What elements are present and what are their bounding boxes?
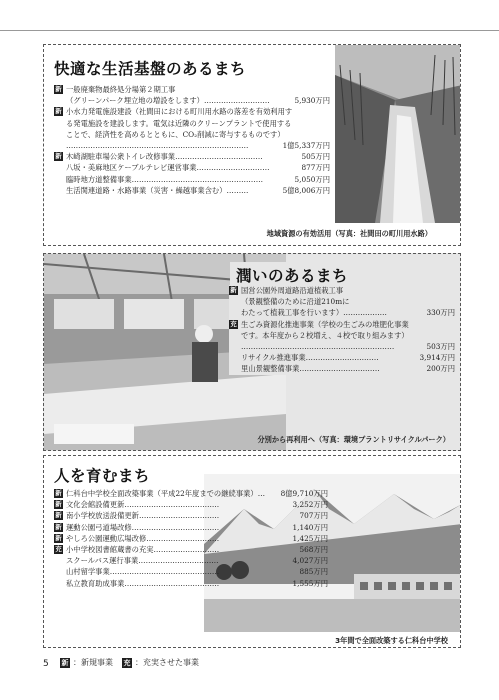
list-item: （景観整備のために沿道210mに (241, 297, 350, 307)
badge-legend (60, 657, 199, 668)
page-number: 5 (43, 659, 49, 669)
header-rule (0, 30, 499, 31)
list-item: ことで、経済性を高めるとともに、CO₂削減に寄与するものです） (66, 129, 285, 139)
new-badge: 新 (55, 500, 62, 509)
photo-caption: 3年間で全面改築する仁科台中学校 (335, 636, 448, 645)
list-item: リサイクル推進事業………………………… 3,914万円 (241, 353, 455, 363)
new-badge: 新 (55, 511, 62, 520)
new-badge: 新 (55, 489, 62, 497)
enhanced-badge: 充 (55, 544, 62, 553)
list-item: 新 仁科台中学校全面改築事業（平成22年度までの継続事業）… 8億9,710万円 (55, 489, 328, 498)
new-badge: 新 (55, 152, 62, 161)
new-badge: 新 (55, 107, 62, 116)
list-item: です。本年度から２校増え、４校で取り組みます） (241, 330, 409, 340)
photo-waterway (335, 45, 461, 223)
project-list (229, 285, 455, 375)
section-title: 人を育むまち (54, 467, 151, 485)
list-item: 私立教育助成事業………………………………… 1,555万円 (66, 578, 328, 588)
list-item: スクールバス運行事業…………………………… 4,027万円 (66, 556, 328, 566)
enhanced-badge: 充 (230, 319, 237, 328)
photo-caption: 分別から再利用へ（写真：環境プラントリサイクルパーク） (257, 435, 450, 444)
list-item: 新 やしろ公園運動広場改修………………………… 1,425万円 (55, 533, 328, 543)
section-nurturing-people (43, 455, 461, 648)
new-badge: 新 (55, 533, 62, 542)
list-item: ………………………………………………………………… 1億5,337万円 (66, 140, 330, 150)
waterway-photo-image (335, 45, 461, 223)
list-item: 新 木崎湖駐車場公衆トイレ改修事業……………………………… 505万円 (55, 152, 330, 162)
legend-enhanced-label: ：充実させた事業 (135, 658, 199, 667)
list-item: 生活関連道路・水路事業（災害・繰越事業含む）……… 5億8,006万円 (66, 185, 330, 195)
list-item: 新 一般廃棄物最終処分場第２期工事 (55, 85, 176, 94)
new-badge: 新 (55, 85, 62, 93)
list-item: 臨時地方道整備事業……………………………………………… 5,050万円 (66, 174, 330, 184)
list-item: ……………………………………………………… 503万円 (241, 341, 455, 351)
list-item: 新 文化会館設備更新………………………………… 3,252万円 (55, 500, 328, 510)
list-item: 新 国営公園外周道路沿道植栽工事 (230, 286, 344, 295)
section-living-infrastructure (43, 44, 461, 246)
list-item: 里山景観整備事業…………………………… 200万円 (241, 364, 455, 374)
project-list (54, 488, 328, 589)
new-badge: 新 (61, 658, 69, 667)
list-item: 充 小中学校図書館蔵書の充実……………………… 568万円 (55, 544, 328, 554)
list-item: わたって植栽工事を行います）……………… 330万円 (241, 308, 455, 318)
photo-caption: 地域資源の有効活用（写真：社間田の町川用水路） (266, 229, 432, 238)
list-item: 八坂・美麻地区ケーブルテレビ運営事業………………………… 877万円 (66, 163, 330, 173)
project-list (54, 84, 330, 196)
list-item: 新 南小学校放送設備更新…………………………… 707万円 (55, 511, 328, 521)
new-badge: 新 (230, 286, 237, 294)
list-item: 新 運動公園弓道場改修……………………………… 1,140万円 (55, 522, 328, 532)
section-enrichment (43, 253, 461, 451)
legend-new-label: ：新規事業 (73, 658, 113, 667)
list-item: （グリーンパーク埋立地の増設をします）……………………… 5,930万円 (66, 96, 330, 106)
section-title: 快適な生活基盤のあるまち (54, 60, 247, 78)
list-item: 充 生ごみ資源化推進事業（学校の生ごみの堆肥化事業 (230, 319, 409, 329)
list-item: る発電施設を建設します。電気は近隣のクリーンプラントで使用する (66, 118, 292, 128)
list-item: 新 小水力発電施設建設（社間田における町川用水路の落差を有効利用す (55, 107, 293, 117)
section-title: 潤いのあるまち (230, 262, 354, 288)
list-item: 山村留学事業……………………………………… 885万円 (66, 567, 328, 577)
enhanced-badge: 充 (123, 658, 131, 667)
new-badge: 新 (55, 522, 62, 531)
